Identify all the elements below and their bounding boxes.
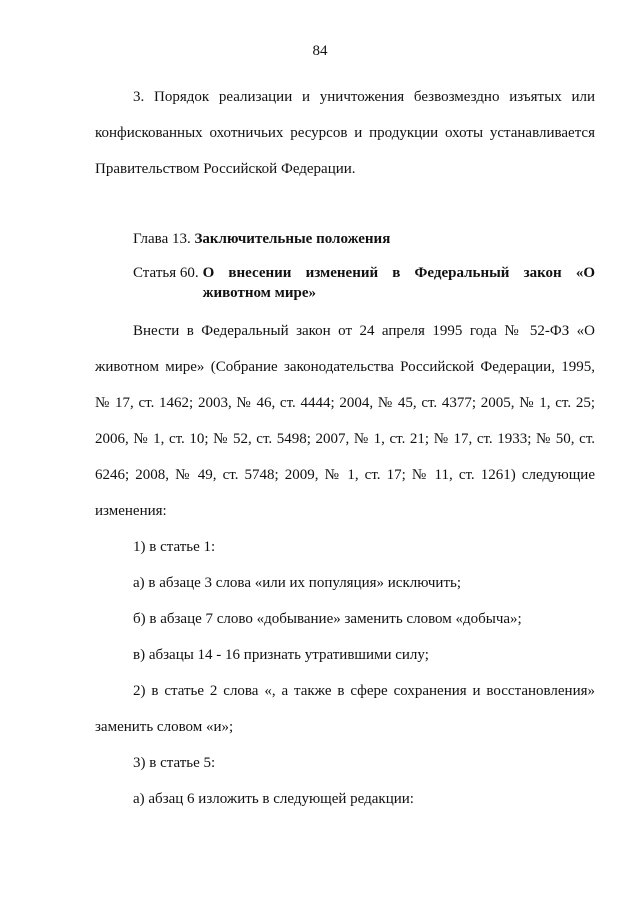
paragraph-item-2: 2) в статье 2 слова «, а также в сфере сохранения и восстановления» заменить словом «и»; bbox=[95, 683, 595, 735]
paragraph-item-1b: б) в абзаце 7 слово «добывание» заменить словом «добыча»; bbox=[133, 611, 522, 627]
paragraph-item-1: 1) в статье 1: bbox=[133, 539, 216, 555]
paragraph-item-3: 3) в статье 5: bbox=[133, 755, 216, 771]
chapter-title: Заключительные положения bbox=[194, 231, 391, 247]
paragraph-amendment-intro: Внести в Федеральный закон от 24 апреля 1995 года № 52-ФЗ «О животном мире» (Собрание законодательства Российской Федерации, 1995, № 17, ст. 1462; 2003, № 46, ст. 4444; 2004, № 45, ст. 4377; 2005, № 1, ст. 25; 2006, № 1, ст. 10; № 52, ст. 5498; 2007, № 1, ст. 21; № 17, ст. 1933; № 50, ст. 6246; 2008, № 49, ст. 5748; 2009, № 1, ст. 17; № 11, ст. 1261) следующие изменения: bbox=[95, 323, 595, 519]
article-label: Статья 60. bbox=[133, 265, 199, 281]
chapter-label: Глава 13. bbox=[133, 231, 191, 247]
article-body bbox=[95, 313, 595, 817]
paragraph-item-1a: а) в абзаце 3 слова «или их популяция» исключить; bbox=[133, 575, 462, 591]
chapter-heading bbox=[95, 221, 595, 257]
article-heading bbox=[95, 263, 595, 303]
paragraph-item-3a: а) абзац 6 изложить в следующей редакции: bbox=[133, 791, 414, 807]
paragraph-implementation-procedure: 3. Порядок реализации и уничтожения безвозмездно изъятых или конфискованных охотничьих ресурсов и продукции охоты устанавливается Правительством Российской Федерации. bbox=[95, 89, 595, 177]
spacer bbox=[95, 187, 595, 221]
document-body bbox=[95, 79, 595, 817]
paragraph-item-1c: в) абзацы 14 - 16 признать утратившими силу; bbox=[133, 647, 429, 663]
page-number: 84 bbox=[312, 43, 328, 59]
article-title: О внесении изменений в Федеральный закон «О животном мире» bbox=[202, 265, 595, 301]
